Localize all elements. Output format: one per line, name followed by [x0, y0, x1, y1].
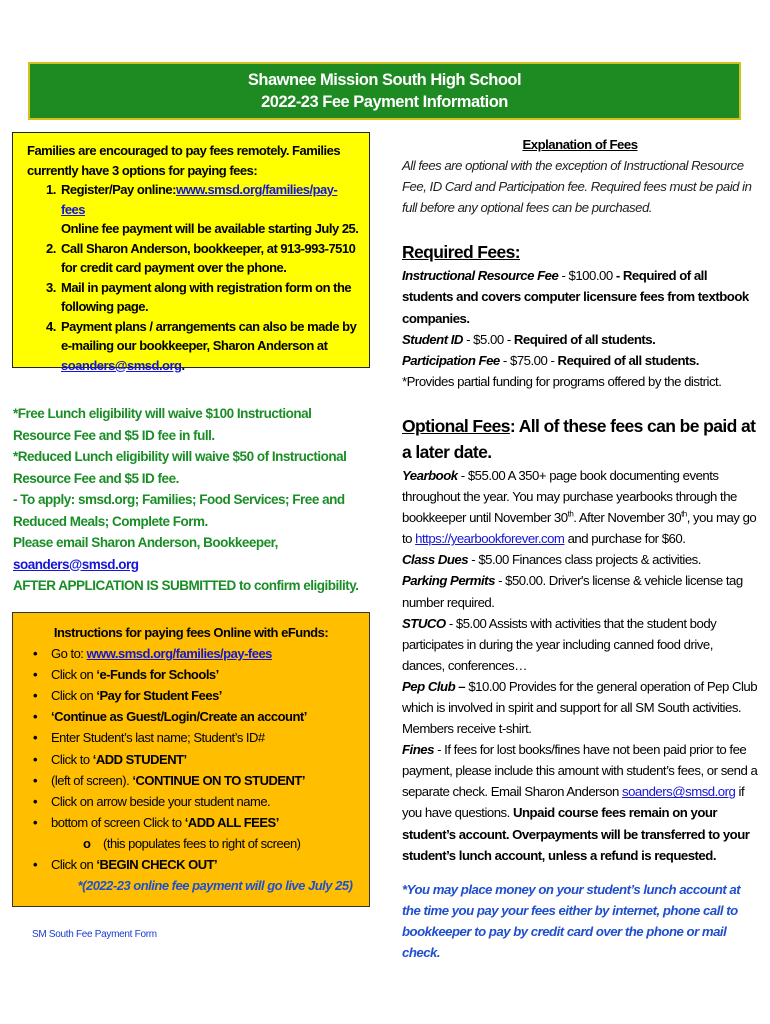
pay-fees-link[interactable]: www.smsd.org/families/pay-fees [61, 182, 338, 217]
explanation-intro: All fees are optional with the exception of Instructional Resource Fee, ID Card and Participation fee. Required fees must be paid in full before any optional fees can be purchased. [402, 158, 752, 216]
bookkeeper-email-link[interactable]: soanders@smsd.org [61, 357, 182, 373]
efunds-step: • Click to ‘ADD STUDENT’ [13, 749, 369, 770]
fees-explanation-column [402, 134, 758, 963]
efunds-steps [13, 643, 369, 875]
option-phone: 2. Call Sharon Anderson, bookkeeper, at 913-993-7510 for credit card payment over the phone. [59, 239, 359, 278]
explanation-title: Explanation of Fees [522, 137, 638, 152]
circle-bullet-icon: o [83, 835, 91, 851]
bullet-icon: • [33, 688, 38, 704]
school-name: Shawnee Mission South High School [247, 71, 522, 89]
efunds-link[interactable]: www.smsd.org/families/pay-fees [86, 646, 272, 662]
optional-fee-yearbook: Yearbook - $55.00 A 350+ page book documenting events throughout the year. You may purchase yearbooks through the bookkeeper until November 30th. After November 30th, you may go to https://yearbookforever.com and purchase for $60. [402, 467, 757, 547]
optional-fee-pep-club: Pep Club – $10.00 Provides for the general operation of Pep Club which is involved in spirit and support for all SM South activities. Members receive t-shirt. [402, 678, 758, 737]
efunds-step: • Enter Student’s last name; Student’s ID# [13, 727, 369, 748]
lunch-eligibility-text: *Free Lunch eligibility will waive $100 Instructional Resource Fee and $5 ID fee in full. *Reduced Lunch eligibility will waive $50 of Instructional Resource Fee and $5 ID fee. - To apply: smsd.org; Families; Food Services; Free and Reduced Meals; Complete Form. Please email Sharon Anderson, Bookkeeper, soanders@smsd.org AFTER APPLICATION IS SUBMITTED to confirm eligibility. [13, 406, 359, 593]
efunds-step: • Go to: www.smsd.org/families/pay-fees [13, 643, 369, 664]
efunds-step: • Click on ‘Pay for Student Fees’ [13, 685, 369, 706]
payment-options-box [12, 132, 370, 373]
page-title: 2022-23 Fee Payment Information [261, 93, 508, 111]
optional-fee-fines: Fines - If fees for lost books/fines have not been paid prior to fee payment, please include this amount with student’s fees, or send a separate check. Email Sharon Anderson soanders@smsd.org if you have questions. Unpaid course fees remain on your student’s account. Overpayments will be transferred to your student’s lunch account, unless a refund is requested. [402, 742, 758, 863]
required-fee-id: Student ID - $5.00 - Required of all students. [402, 331, 656, 347]
efunds-step: • (left of screen). ‘CONTINUE ON TO STUDENT’ [13, 770, 369, 791]
efunds-step: • ‘Continue as Guest/Login/Create an account’ [13, 706, 369, 727]
optional-fee-stuco: STUCO - $5.00 Assists with activities that the student body participates in during the year including canned food drive, dances, conferences… [402, 615, 717, 673]
option-payment-plan: 4. Payment plans / arrangements can also be made by e-mailing our bookkeeper, Sharon Anderson at soanders@smsd.org. [59, 317, 359, 376]
bullet-icon: • [33, 857, 38, 873]
bullet-icon: • [33, 667, 38, 683]
efunds-live-note: *(2022-23 online fee payment will go live July 25) [77, 878, 353, 894]
bullet-icon: • [33, 646, 38, 662]
bullet-icon: • [33, 793, 38, 809]
bullet-icon: • [33, 772, 38, 788]
fines-email-link[interactable]: soanders@smsd.org [622, 784, 736, 800]
required-fee-irf: Instructional Resource Fee - $100.00 - Required of all students and covers computer licensure fees from textbook companies. [402, 268, 749, 326]
bullet-icon: • [33, 814, 38, 830]
efunds-instructions-box [12, 612, 370, 907]
efunds-title: Instructions for paying fees Online with eFunds: [53, 625, 329, 640]
efunds-step: • Click on arrow beside your student name. [13, 791, 369, 812]
payment-options-list [27, 180, 359, 375]
bullet-icon: • [33, 730, 38, 746]
efunds-step: • Click on ‘BEGIN CHECK OUT’ [13, 854, 369, 875]
participation-note: *Provides partial funding for programs offered by the district. [402, 373, 722, 389]
required-fee-participation: Participation Fee - $75.00 - Required of all students. [402, 352, 699, 368]
option-mail: 3. Mail in payment along with registration form on the following page. [59, 278, 359, 317]
optional-fee-class-dues: Class Dues - $5.00 Finances class projects & activities. [402, 552, 701, 568]
yearbook-link[interactable]: https://yearbookforever.com [415, 531, 565, 547]
lunch-account-note: *You may place money on your student’s lunch account at the time you pay your fees either by internet, phone call to bookkeeper to pay by credit card over the phone or mail check. [402, 881, 741, 960]
lunch-email-link[interactable]: soanders@smsd.org [13, 556, 139, 572]
required-fees-heading: Required Fees: [402, 242, 521, 263]
efunds-step: • Click on ‘e-Funds for Schools’ [13, 664, 369, 685]
options-intro: Families are encouraged to pay fees remotely. Families currently have 3 options for paying fees: [27, 143, 341, 178]
optional-fee-parking: Parking Permits - $50.00. Driver's license & vehicle license tag number required. [402, 573, 743, 610]
efunds-substep: o (this populates fees to right of screen) [13, 833, 369, 854]
optional-fees-heading: Optional Fees: All of these fees can be paid at a later date. [402, 415, 756, 462]
footer-text: SM South Fee Payment Form [32, 929, 157, 940]
efunds-step: • bottom of screen Click to ‘ADD ALL FEES’ [13, 812, 369, 833]
header-banner [28, 62, 741, 120]
bullet-icon: • [33, 709, 38, 725]
option-online: 1. Register/Pay online:www.smsd.org/families/pay-fees Online fee payment will be available starting July 25. [59, 180, 359, 239]
bullet-icon: • [33, 751, 38, 767]
